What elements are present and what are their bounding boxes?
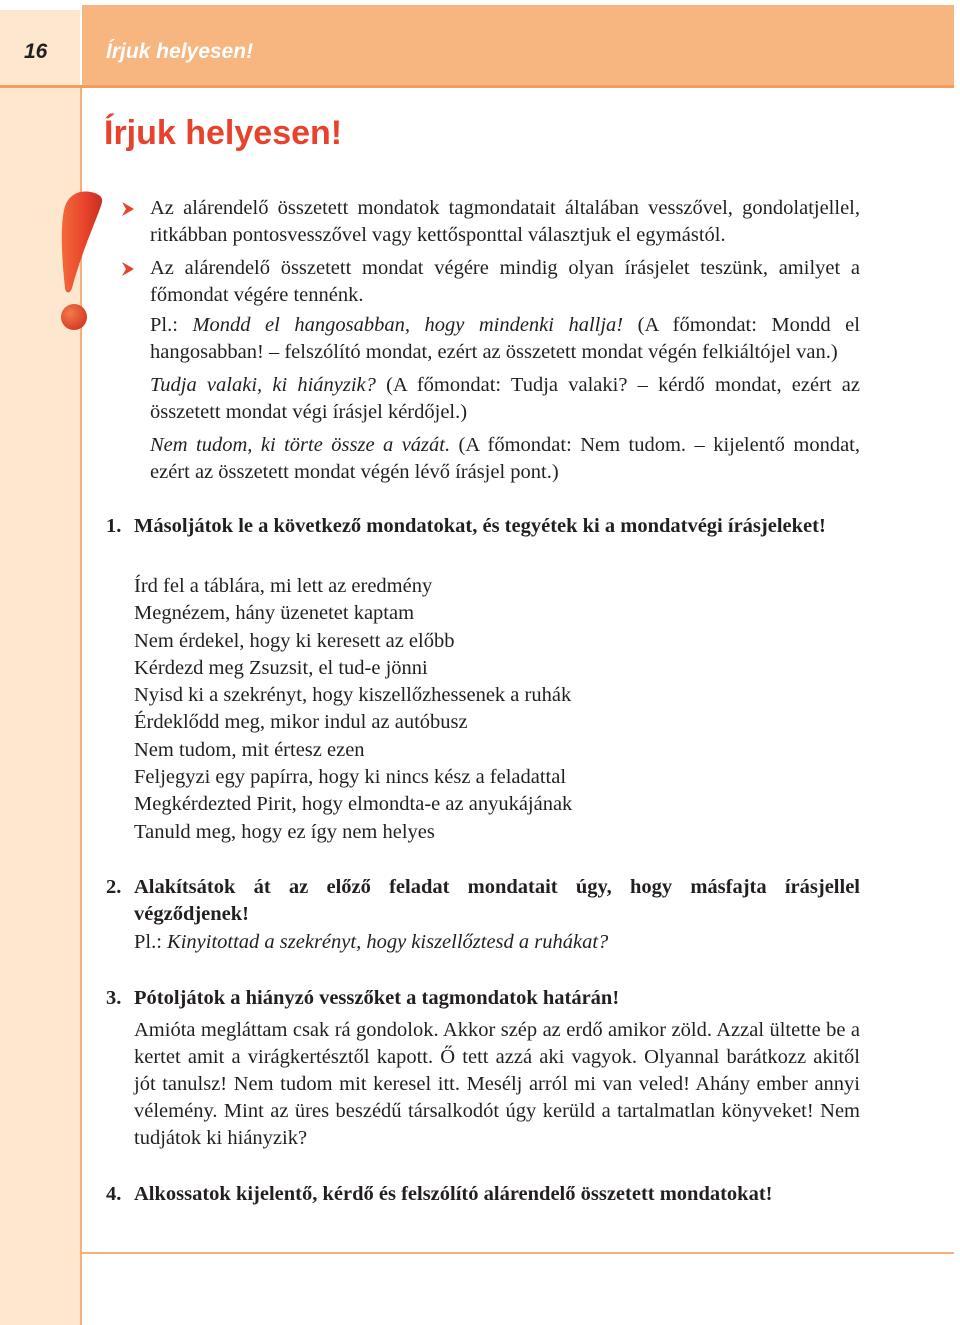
rule-text: Az alárendelő összetett mondatok tagmondatait általában vesszővel, gondolatjellel, ritkábban pontosvesszővel vagy kettősponttal választjuk el egymástól. bbox=[150, 197, 860, 246]
example-sentence: Tudja valaki, ki hiányzik? bbox=[150, 374, 376, 396]
exercise-example bbox=[134, 929, 860, 956]
list-item: Tanuld meg, hogy ez így nem helyes bbox=[134, 820, 435, 843]
exclamation-icon bbox=[54, 190, 106, 336]
list-item: Megkérdezted Pirit, hogy elmondta-e az anyukájának bbox=[134, 793, 573, 816]
example-sentence: Mondd el hangosabban, hogy mindenki hallja! bbox=[192, 314, 624, 336]
example-explanation: (A főmondat: Mondd el hangosabban! – felszólító mondat, ezért az összetett mondat végén felkiáltójel van.) bbox=[150, 314, 860, 363]
list-item: Nem érdekel, hogy ki keresett az előbb bbox=[134, 629, 455, 652]
list-item: Nem tudom, mit értesz ezen bbox=[134, 738, 365, 761]
exercise-text: Amióta megláttam csak rá gondolok. Akkor szép az erdő amikor zöld. Azzal ültette be a kertet amit a virágkertésztől kapott. Ő tett azzá aki vagyok. Olyannal barátkozz akitől jót tanulsz! Nem tudom mit keresel itt. Mesélj arról mi van veled! Ahány ember annyi vélemény. Mint az üres beszédű társalkodót úgy kerüld a tartalmatlan könyveket! Nem tudjátok ki hiányzik? bbox=[134, 1019, 860, 1149]
list-item: Nyisd ki a szekrényt, hogy kiszellőzhessenek a ruhák bbox=[134, 684, 572, 707]
list-item: Feljegyzi egy papírra, hogy ki nincs kész a feladattal bbox=[134, 766, 567, 789]
exercise-number: 4. bbox=[106, 1183, 122, 1205]
footer-rule bbox=[82, 1252, 954, 1254]
list-item: Érdeklődd meg, mikor indul az autóbusz bbox=[134, 711, 468, 734]
rule-text: Az alárendelő összetett mondat végére mindig olyan írásjelet teszünk, amilyet a főmondat végére tennénk. bbox=[150, 257, 860, 306]
list-item: Kérdezd meg Zsuzsit, el tud-e jönni bbox=[134, 656, 428, 679]
example-prefix: Pl.: bbox=[150, 314, 193, 336]
list-item: Megnézem, hány üzenetet kaptam bbox=[134, 602, 415, 625]
section-title: Írjuk helyesen! bbox=[104, 114, 343, 152]
header-rule bbox=[0, 85, 954, 88]
running-title: Írjuk helyesen! bbox=[106, 40, 254, 63]
exercise-number: 1. bbox=[106, 515, 122, 537]
exercise-instruction: Alakítsátok át az előző feladat mondatait úgy, hogy másfajta írásjellel végződjenek! bbox=[134, 876, 860, 925]
rule-example bbox=[150, 312, 860, 366]
exercise-sentence-list bbox=[134, 573, 572, 846]
example-explanation: (A főmondat: Nem tudom. – kijelentő mondat, ezért az összetett mondat végén lévő írásjel pont.) bbox=[150, 434, 860, 483]
example-sentence: Kinyitottad a szekrényt, hogy kiszellőztesd a ruhákat? bbox=[167, 931, 609, 953]
rule-example bbox=[150, 372, 860, 426]
page-number: 16 bbox=[24, 40, 48, 63]
rule-example bbox=[150, 432, 860, 486]
example-explanation: (A főmondat: Tudja valaki? – kérdő mondat, ezért az összetett mondat végi írásjel kérdőjel.) bbox=[150, 374, 861, 423]
page-header bbox=[0, 0, 960, 88]
bullet-arrow-icon bbox=[121, 201, 135, 217]
example-prefix: Pl.: bbox=[134, 931, 168, 953]
exercise-instruction: Pótoljátok a hiányzó vesszőket a tagmondatok határán! bbox=[134, 987, 620, 1009]
example-sentence: Nem tudom, ki törte össze a vázát. bbox=[150, 434, 451, 456]
bullet-arrow-icon bbox=[121, 261, 135, 277]
exercise-number: 2. bbox=[106, 876, 122, 898]
exercise-number: 3. bbox=[106, 987, 122, 1009]
list-item: Írd fel a táblára, mi lett az eredmény bbox=[134, 575, 433, 597]
exercise-instruction: Alkossatok kijelentő, kérdő és felszólító alárendelő összetett mondatokat! bbox=[134, 1183, 773, 1205]
exercise-instruction: Másoljátok le a következő mondatokat, és tegyétek ki a mondatvégi írásjeleket! bbox=[134, 515, 826, 537]
